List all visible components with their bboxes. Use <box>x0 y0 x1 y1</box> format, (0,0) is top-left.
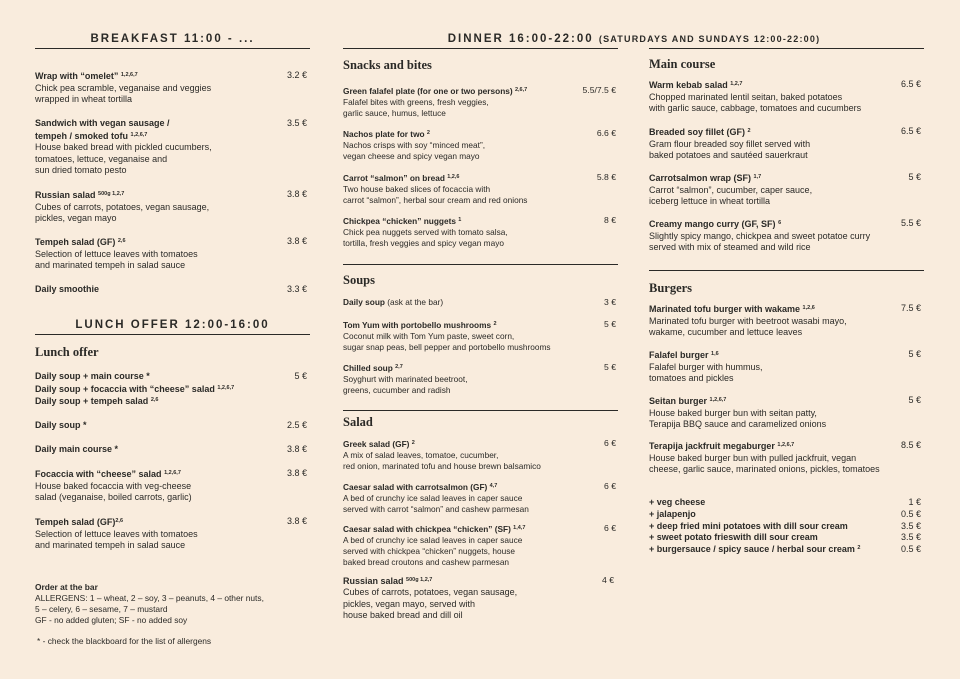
category-title: Main course <box>649 57 716 71</box>
category-title: Snacks and bites <box>343 58 432 72</box>
allergen-notes: Order at the bar ALLERGENS: 1 – wheat, 2 – soy, 3 – peanuts, 4 – other nuts, 5 – celery, 6 – sesame, 7 – mustard GF - no added gluten; SF - no added soy <box>35 582 264 625</box>
menu-item: Breaded soy fillet (GF) $^2$ Gram flour breaded soy fillet served with baked potatoes and sautéed sauerkraut 6.5 € <box>649 126 921 160</box>
menu-item: Marinated tofu burger with wakame $^{1,2,6}$ Marinated tofu burger with beetroot wasabi mayo, wakame, cucumber and lettuce leaves 7.5 € <box>649 303 921 337</box>
divider <box>649 48 924 49</box>
menu-item: Caesar salad with chickpea “chicken” (SF) $^{1,4,7}$ A bed of crunchy ice salad leaves in caper sauce served with chickpea “chicken” nuggets, house baked bread croutons and cashew parmesan 6 € <box>343 523 616 567</box>
price: 8.5 € <box>900 440 921 450</box>
menu-item: Green falafel plate (for one or two persons) $^{2,6,7}$ Falafel bites with greens, fresh veggies, garlic sauce, humus, lettuce 5.5/7.5 € <box>343 85 616 118</box>
price: 3.8 € <box>286 516 307 526</box>
divider <box>649 270 924 271</box>
price: 4 € <box>602 575 614 585</box>
price: 5.8 € <box>596 172 616 182</box>
price: 5 € <box>294 371 307 381</box>
menu-item: Wrap with “omelet” $^{1,2,6,7}$ Chick pea scramble, veganaise and veggies wrapped in wheat tortilla 3.2 € <box>35 70 307 104</box>
lunch-header: LUNCH OFFER 12:00-16:00 <box>75 319 270 331</box>
price: 5.5 € <box>900 218 921 228</box>
menu-item: Carrot “salmon” on bread $^{1,2,6}$ Two house baked slices of focaccia with carrot “salmon”, herbal sour cream and red onions 5.8 € <box>343 172 616 205</box>
category-title: Soups <box>343 273 375 287</box>
menu-item: Terapija jackfruit megaburger $^{1,2,6,7}$ House baked burger bun with pulled jackfruit, vegan cheese, garlic sauce, marinated onions, pickles, tomatoes 8.5 € <box>649 440 921 474</box>
menu-item: Tempeh salad (GF) $^{2,6}$ Selection of lettuce leaves with tomatoes and marinated tempeh in salad sauce 3.8 € <box>35 236 307 270</box>
menu-item: Carrotsalmon wrap (SF) $^{1,7}$ Carrot “salmon”, cucumber, caper sauce, iceberg lettuce in wheat tortilla 5 € <box>649 172 921 206</box>
menu-item: Chickpea “chicken” nuggets $^1$ Chick pea nuggets served with tomato salsa, tortilla, fresh veggies and spicy vegan mayo 8 € <box>343 215 616 248</box>
price: 3.2 € <box>286 70 307 80</box>
extra-item: + jalapenjo 0.5 € <box>649 508 921 519</box>
menu-item: Chilled soup $^{2,7}$ Soyghurt with marinated beetroot, greens, cucumber and radish 5 € <box>343 362 616 395</box>
extra-item: + sweet potato frieswith dill sour cream 3.5 € <box>649 532 921 543</box>
divider <box>35 334 310 335</box>
price: 3.8 € <box>286 189 307 199</box>
category-title: Lunch offer <box>35 345 99 359</box>
price: 3.8 € <box>286 444 307 454</box>
menu-item: Greek salad (GF) $^2$ A mix of salad leaves, tomatoe, cucumber, red onion, marinated tofu and house brewn balsamico 6 € <box>343 438 616 471</box>
price: 5 € <box>604 319 616 329</box>
menu-item: Nachos plate for two $^2$ Nachos crisps with soy “minced meat”, vegan cheese and spicy vegan mayo 6.6 € <box>343 128 616 161</box>
price: 5 € <box>604 362 616 372</box>
menu-item: Seitan burger $^{1,2,6,7}$ House baked burger bun with seitan patty, Terapija BBQ sauce and caramelized onions 5 € <box>649 395 921 429</box>
menu-item: Falafel burger $^{1,6}$ Falafel burger with hummus, tomatoes and pickles 5 € <box>649 349 921 383</box>
price: 6.5 € <box>900 126 921 136</box>
category-title: Burgers <box>649 281 693 295</box>
price: 6 € <box>604 438 616 448</box>
extra-item: + burgersauce / spicy sauce / herbal sour cream $^2$ 0.5 € <box>649 544 921 555</box>
price: 5.5/7.5 € <box>582 85 616 95</box>
menu-item: Focaccia with “cheese” salad $^{1,2,6,7}$ House baked focaccia with veg-cheese salad (veganaise, boiled carrots, garlic) 3.8 € <box>35 468 307 502</box>
price: 5 € <box>908 172 921 182</box>
price: 3.8 € <box>286 236 307 246</box>
menu-item: Russian salad $^{500g 1,2,7}$ Cubes of carrots, potatoes, vegan sausage, pickles, vegan mayo 3.8 € <box>35 189 307 223</box>
price: 7.5 € <box>900 303 921 313</box>
price: 3.8 € <box>286 468 307 478</box>
lunch-combo: Daily soup + main course * Daily soup + focaccia with “cheese” salad $^{1,2,6,7}$ Daily soup + tempeh salad $^{2,6}$ 5 € <box>35 371 307 406</box>
menu-item: Russian salad $^{500g 1,2,7}$ Cubes of carrots, potatoes, vegan sausage, pickles, vegan mayo, served with house baked bread and dill oil 4 € <box>343 575 614 620</box>
price: 8 € <box>604 215 616 225</box>
divider <box>343 264 618 265</box>
menu-item: Warm kebab salad $^{1,2,7}$ Chopped marinated lentil seitan, baked potatoes with garlic sauce, cabbage, tomatoes and cucumbers 6.5 € <box>649 79 921 113</box>
category-title: Salad <box>343 415 373 429</box>
menu-item: Sandwich with vegan sausage / tempeh / smoked tofu $^{1,2,6,7}$ House baked bread with pickled cucumbers, tomatoes, lettuce, veganaise and sun dried tomato pesto 3.5 € <box>35 118 307 175</box>
dinner-header: DINNER 16:00-22:00 (SATURDAYS AND SUNDAYS 12:00-22:00) <box>447 33 821 45</box>
extra-item: + veg cheese 1 € <box>649 497 921 507</box>
menu-item: Daily soup * 2.5 € <box>35 420 307 430</box>
price: 6.5 € <box>900 79 921 89</box>
menu-item: Tom Yum with portobello mushrooms $^2$ Coconut milk with Tom Yum paste, sweet corn, sugar snap peas, bell pepper and portobello mushrooms 5 € <box>343 319 616 352</box>
price: 2.5 € <box>286 420 307 430</box>
breakfast-header: BREAKFAST 11:00 - ... <box>90 33 255 45</box>
price: 5 € <box>908 395 921 405</box>
menu-item: Daily soup (ask at the bar) 3 € <box>343 297 616 307</box>
menu-item: Creamy mango curry (GF, SF) $^6$ Slightly spicy mango, chickpea and sweet potatoe curry served with mix of steamed and wild rice 5.5 € <box>649 218 921 252</box>
price: 6 € <box>604 523 616 533</box>
burger-extras <box>649 497 921 556</box>
extra-item: + deep fried mini potatoes with dill sour cream 3.5 € <box>649 520 921 531</box>
price: 5 € <box>908 349 921 359</box>
price: 3.5 € <box>286 118 307 128</box>
price: 6 € <box>604 481 616 491</box>
divider <box>35 48 310 49</box>
menu-item: Caesar salad with carrotsalmon (GF) $^{4,7}$ A bed of crunchy ice salad leaves in caper sauce served with carrot “salmon” and cashew parmesan 6 € <box>343 481 616 514</box>
price: 3 € <box>604 297 616 307</box>
divider <box>343 410 618 411</box>
price: 6.6 € <box>596 128 616 138</box>
blackboard-note: * - check the blackboard for the list of allergens <box>37 636 212 646</box>
menu-item: Daily smoothie 3.3 € <box>35 284 307 294</box>
price: 3.3 € <box>286 284 307 294</box>
divider <box>343 48 618 49</box>
menu-item: Tempeh salad (GF)$^{2,6}$ Selection of lettuce leaves with tomatoes and marinated tempeh in salad sauce 3.8 € <box>35 516 307 550</box>
menu-item: Daily main course * 3.8 € <box>35 444 307 454</box>
